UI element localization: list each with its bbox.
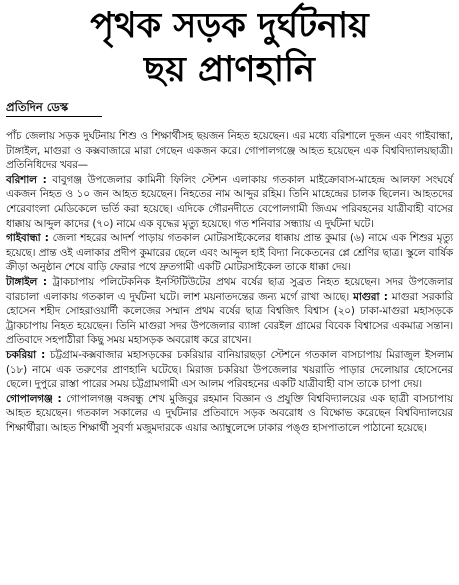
place-label: টাঙ্গাইল : [6,275,47,288]
headline-line-1: পৃথক সড়ক দুর্ঘটনায় [90,5,369,46]
place-label: মাগুরা : [353,290,388,303]
byline-underline [6,116,102,117]
section-gaibandha [6,231,453,275]
intro-paragraph: পাঁচ জেলায় সড়ক দুর্ঘটনায় শিশু ও শিক্ষার্থীসহ ছয়জন নিহত হয়েছেন। এর মধ্যে বরিশালে দুজন এবং গাইবান্ধা, টাঙ্গাইল, মাগুরা ও কক্সবাজারে মারা গেছেন একজন করে। গোপালগঞ্জে আহত হয়েছেন এক বিশ্ববিদ্যালয়ছাত্রী। প্রতিনিধিদের খবর— [6,130,453,172]
section-text: চট্টগ্রাম-কক্সবাজার মহাসড়কের চকরিয়ার বানিয়ারছড়া স্টেশনে গতকাল বাসচাপায় মিরাজুল ইসলাম (১৮) নামে এক তরুণের প্রাণহানি ঘটেছে। মিরাজ চকরিয়া উপজেলার খয়রাতি পাড়ার দেলোয়ার হোসেনের ছেলে। দুপুরে রাস্তা পারের সময় চট্টগ্রামগামী এস আলম পরিবহনের একটি যাত্রীবাহী বাস তাকে চাপা দেয়। [6,348,454,391]
place-label: চকরিয়া : [6,348,46,361]
section-tangail-magura [6,275,453,348]
byline: প্রতিদিন ডেস্ক [6,100,69,114]
section-text: গোপালগঞ্জ বঙ্গবন্ধু শেখ মুজিবুর রহমান বিজ্ঞান ও প্রযুক্তি বিশ্ববিদ্যালয়ের এক ছাত্রী বাসচাপায় আহত হয়েছেন। গতকাল সকালের এ দুর্ঘটনার প্রতিবাদে সড়ক অবরোধ ও বিক্ষোভ করেছেন বিশ্ববিদ্যালয়ের শিক্ষার্থীরা। আহত শিক্ষার্থী সুবর্ণা মজুমদারকে এয়ার অ্যাম্বুলেন্সে ঢাকার পঙ্গু হাসপাতালে পাঠানো হয়েছে। [6,392,454,434]
section-text: মাগুরা সরকারি হোসেন শহীদ সোহরাওয়ার্দী কলেজের সম্মান প্রথম বর্ষের ছাত্র বিশ্বজিৎ বিশ্বাস (২০) ঢাকা-মাগুরা মহাসড়কে ট্রাকচাপায় নিহত হয়েছেন। তিনি মাগুরা সদর উপজেলার ব্যাঙ্গা বেরইল গ্রামের বিবেক বিশ্বাসের একমাত্র সন্তান। প্রতিবাদে সহপাঠীরা কিছু সময় মহাসড়ক অবরোধ করে রাখেন। [6,290,453,347]
place-label: গাইবান্ধা : [6,232,49,245]
place-label: বরিশাল : [6,173,47,186]
section-text: জেলা শহরের আদর্শ পাড়ায় গতকাল মোটরসাইকেলের ধাক্কায় প্রান্ত কুমার (৬) নামে এক শিশুর মৃত্যু হয়েছে। প্রান্ত ওই এলাকার প্রদীপ কুমারের ছেলে এবং আব্দুল হাই বিদ্যা নিকেতনের প্লে শ্রেণির ছাত্র। স্কুলে বার্ষিক ক্রীড়া অনুষ্ঠান শেষে বাড়ি ফেরার পথে দ্রুতগামী একটি মোটরসাইকেল তাকে ধাক্কা দেয়। [6,232,453,274]
section-text: ট্রাকচাপায় পলিটেকনিক ইনস্টিটিউটের প্রথম বর্ষের ছাত্র সুব্রত নিহত হয়েছেন। সদর উপজেলার বারচালা এলাকায় গতকাল এ দুর্ঘটনা ঘটে। লাশ ময়নাতদন্তের জন্য মর্গে রাখা আছে। [6,275,453,303]
section-barishal [6,173,453,231]
headline [6,0,453,92]
place-label: গোপালগঞ্জ : [6,392,62,405]
section-text: বাবুগঞ্জ উপজেলার কামিনী ফিলিং স্টেশন এলাকায় গতকাল মাইক্রোবাস-মাহেন্দ্র আলফা সংঘর্ষে একজন নিহত ও ১০ জন আহত হয়েছেন। নিহতের নাম আব্দুর রহিম। তিনি মাহেন্দ্রের চালক ছিলেন। আহতদের শেরেবাংলা মেডিকেলে ভর্তি করা হয়েছে। এদিকে গৌরনদীতে বেপোলগামী জিএম পরিবহনের যাত্রীবাহী বাসের ধাক্কায় আব্দুল কাদের (৭০) নামে এক বৃদ্ধের মৃত্যু হয়েছে। গত শনিবার সন্ধ্যায় এ দুর্ঘটনা ঘটে। [6,173,453,230]
section-gopalganj [6,392,453,436]
article-body [6,129,453,435]
section-chakaria [6,348,453,392]
headline-line-2: ছয় প্রাণহানি [144,49,315,90]
